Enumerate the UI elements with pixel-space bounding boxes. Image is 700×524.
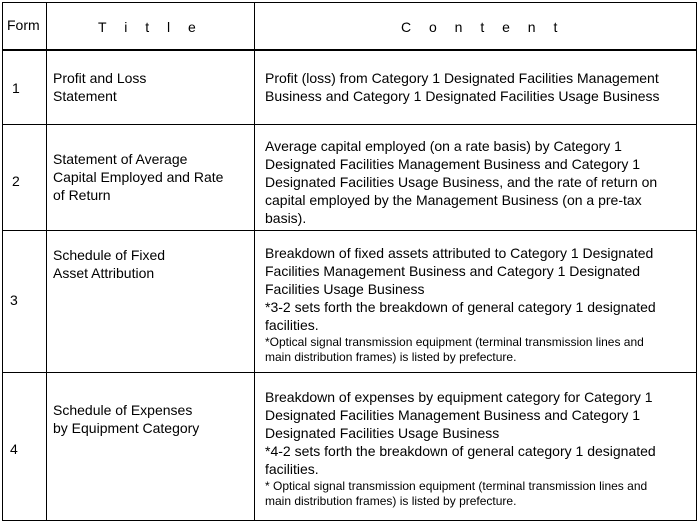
row-3-note: *Optical signal transmission equipment (terminal transmission lines and main distribution frames) is listed by prefecture.: [265, 335, 644, 364]
row-1-form: 1: [12, 80, 20, 96]
row-4-note: * Optical signal transmission equipment (terminal transmission lines and main distribution frames) is listed by prefecture.: [265, 479, 648, 508]
row-divider: [3, 230, 696, 231]
row-4-form: 4: [10, 441, 18, 457]
row-3-content: Breakdown of fixed assets attributed to Category 1 Designated Facilities Management Business and Category 1 Designated Facilities Usage Business *3-2 sets forth the breakdown of general category 1 designated facilities.: [265, 245, 656, 333]
header-form: Form: [7, 17, 40, 33]
column-divider: [46, 3, 47, 520]
row-4-title: Schedule of Expenses by Equipment Category: [53, 402, 200, 436]
row-1-content: Profit (loss) from Category 1 Designated Facilities Management Business and Category 1 Designated Facilities Usage Business: [265, 70, 660, 104]
row-3-title: Schedule of Fixed Asset Attribution: [53, 247, 166, 281]
row-1-title: Profit and Loss Statement: [53, 70, 147, 104]
forms-table: [2, 2, 697, 521]
row-divider: [3, 372, 696, 373]
row-3-form: 3: [10, 292, 18, 308]
row-2-title: Statement of Average Capital Employed and Rate of Return: [53, 151, 224, 203]
row-2-content: Average capital employed (on a rate basis) by Category 1 Designated Facilities Management Business and Category 1 Designated Facilities Usage Business, and the rate of return on capital employed by the Management Business (on a pre-tax basis).: [265, 138, 658, 226]
header-divider: [3, 49, 696, 51]
column-divider: [254, 3, 255, 520]
header-content: C o n t e n t: [401, 19, 565, 35]
row-4-content: Breakdown of expenses by equipment category for Category 1 Designated Facilities Management Business and Category 1 Designated Facilities Usage Business *4-2 sets forth the breakdown of general category 1 designated facilities.: [265, 389, 656, 477]
row-divider: [3, 124, 696, 125]
header-title: T i t l e: [98, 19, 203, 35]
row-2-form: 2: [12, 173, 20, 189]
